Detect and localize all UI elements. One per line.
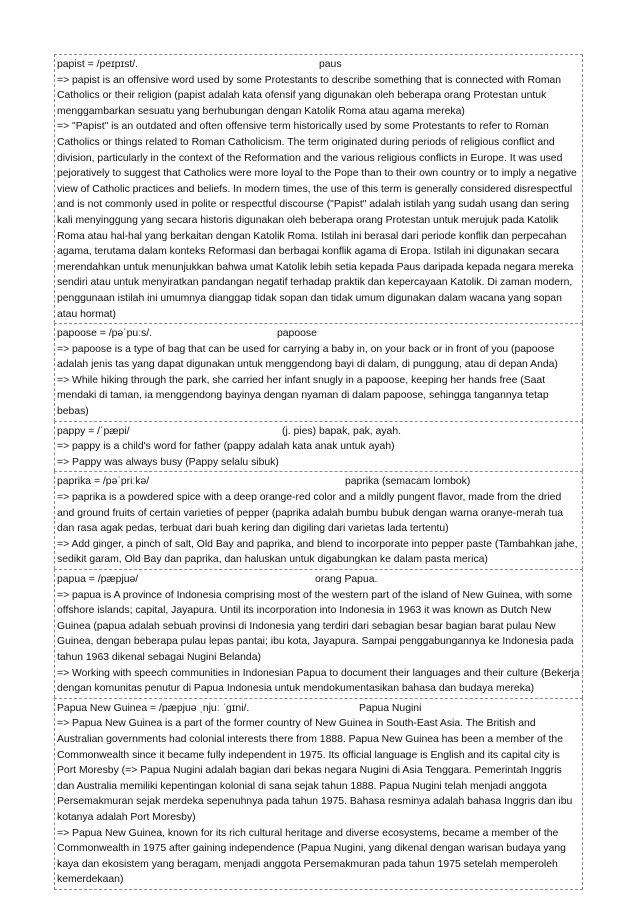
translation: paus (319, 59, 342, 70)
example-line: => Working with speech communities in Indonesian Papua to document their languages and their culture (Bekerja dengan komunitas penutur di Papua Indonesia untuk mendokumentasikan bahasa dan budaya mereka) (57, 667, 580, 695)
entry-pappy (54, 421, 583, 472)
definition-line: => papua is A province of Indonesia comprising most of the western part of the island of New Guinea, with some offshore islands; capital, Jayapura. Until its incorporation into Indonesia in 1963 it was known as Dutch New Guinea (papua adalah sebuah provinsi di Indonesia yang terdiri dari sebagian besar bagian barat pulau New Guinea, dengan beberapa pulau lepas pantai; ibu kota, Jayapura. Sampai penggabungannya ke Indonesia pada tahun 1963 dikenal sebagai Nugini Belanda) (57, 589, 574, 663)
headword: paprika = /pəˈpriːkə/ (57, 476, 150, 488)
translation: papoose (277, 328, 317, 340)
entry-papoose (54, 323, 583, 421)
entry-header (57, 572, 580, 588)
definition-line: => papist is an offensive word used by some Protestants to describe something that is connected with Roman Catholics or their religion (papist adalah kata ofensif yang digunakan oleh beberapa orang Protestan untuk menggambarkan sesuatu yang berhubungan dengan Katolik Roma atau agama mereka) (57, 74, 562, 117)
entry-header (57, 57, 580, 73)
headword: Papua New Guinea = /pæpjuə ˌnjuː ˈɡɪni/. (57, 702, 250, 714)
entry-header (57, 424, 580, 440)
headword: pappy = /ˈpæpi/ (57, 425, 130, 437)
definition-line: => pappy is a child's word for father (pappy adalah kata anak untuk ayah) (57, 441, 395, 453)
example-line: => Add ginger, a pinch of salt, Old Bay and paprika, and blend to incorporate into pepper paste (Tambahkan jahe, sedikit garam, Old Bay dan paprika, dan haluskan untuk digabungkan ke dalam pasta merica) (57, 538, 578, 566)
entry-papua-new-guinea (54, 698, 583, 890)
definition-line: => paprika is a powdered spice with a deep orange-red color and a mildly pungent flavor, made from the dried and ground fruits of certain varieties of pepper (paprika adalah bumbu bubuk dengan warna oranye-merah tua dan rasa agak pedas, terbuat dari buah kering dan digiling dari varietas lada tertentu) (57, 492, 563, 535)
entry-header (57, 326, 580, 342)
example-line: => Papua New Guinea, known for its rich cultural heritage and diverse ecosystems, became a member of the Commonwealth in 1975 after gaining independence (Papua Nugini, yang dikenal dengan warisan budaya yang kaya dan ekosistem yang beragam, menjadi anggota Persemakmuran pada tahun 1975 setelah memperoleh kemerdekaan) (57, 827, 566, 886)
example-line: => While hiking through the park, she carried her infant snugly in a papoose, keeping her hands free (Saat mendaki di taman, ia menggendong bayinya dengan nyaman di dalam papoose, sehingga tangannya tetap bebas) (57, 374, 549, 418)
headword: papua = /pæpjuə/ (57, 574, 139, 585)
definition-line: => "Papist" is an outdated and often offensive term historically used by some Protestants to refer to Roman Catholics or things related to Roman Catholicism. The term originated during periods of religious conflict and division, particularly in the context of the Reformation and the various religious conflicts in Europe. It was used pejoratively to suggest that Catholics were more loyal to the Pope than to their own country or to imply a negative view of Catholic practices and beliefs. In modern times, the use of this term is generally considered disrespectful and is not commonly used in polite or respectful discourse ("Papist" adalah istilah yang sudah usang dan sering kali menyinggung yang secara historis digunakan oleh beberapa orang Protestan untuk merujuk pada Katolik Roma atau hal-hal yang berkaitan dengan Katolik Roma. Istilah ini berasal dari periode konflik dan perpecahan agama, terutama dalam konteks Reformasi dan berbagai konflik agama di Eropa. Istilah ini digunakan secara merendahkan untuk menunjukkan bahwa umat Katolik lebih setia kepada Paus daripada kepada negara mereka sendiri atau untuk menyiratkan pandangan negatif terhadap praktik dan kepercayaan Katolik. Di zaman modern, penggunaan istilah ini umumnya dianggap tidak sopan dan tidak umum digunakan dalam wacana yang sopan atau hormat) (57, 121, 577, 320)
definition-line: => papoose is a type of bag that can be used for carrying a baby in, on your back or in front of you (papoose adalah jenis tas yang dapat digunakan untuk menggendong bayi di dalam, di punggung, atau di depan Anda) (57, 343, 558, 371)
entry-paprika (54, 471, 583, 569)
entry-header (57, 474, 580, 490)
translation: orang Papua. (315, 574, 378, 585)
translation: paprika (semacam lombok) (345, 476, 471, 488)
entry-header (57, 701, 580, 717)
definition-line: => Papua New Guinea is a part of the former country of New Guinea in South-East Asia. The British and Australian governments had colonial interests there from 1888. Papua New Guinea has been a member of the Commonwealth since it became fully independent in 1975. Its official language is English and its capital city is Port Moresby (=> Papua Nugini adalah bagian dari bekas negara Nugini di Asia Tenggara. Pemerintah Inggris dan Australia memiliki kepentingan kolonial di sana sejak tahun 1888. Papua Nugini telah menjadi anggota Persemakmuran sejak merdeka sepenuhnya pada tahun 1975. Bahasa resminya adalah bahasa Inggris dan ibu kotanya adalah Port Moresby) (57, 718, 573, 823)
example-line: => Pappy was always busy (Pappy selalu sibuk) (57, 456, 279, 468)
headword: papoose = /pəˈpuːs/. (57, 328, 153, 340)
translation: Papua Nugini (359, 702, 422, 714)
translation: (j. pies) bapak, pak, ayah. (282, 425, 401, 437)
entry-papist (54, 54, 583, 323)
headword: papist = /peɪpɪst/. (57, 59, 139, 70)
dictionary-page (54, 54, 583, 890)
entry-papua (54, 569, 583, 698)
